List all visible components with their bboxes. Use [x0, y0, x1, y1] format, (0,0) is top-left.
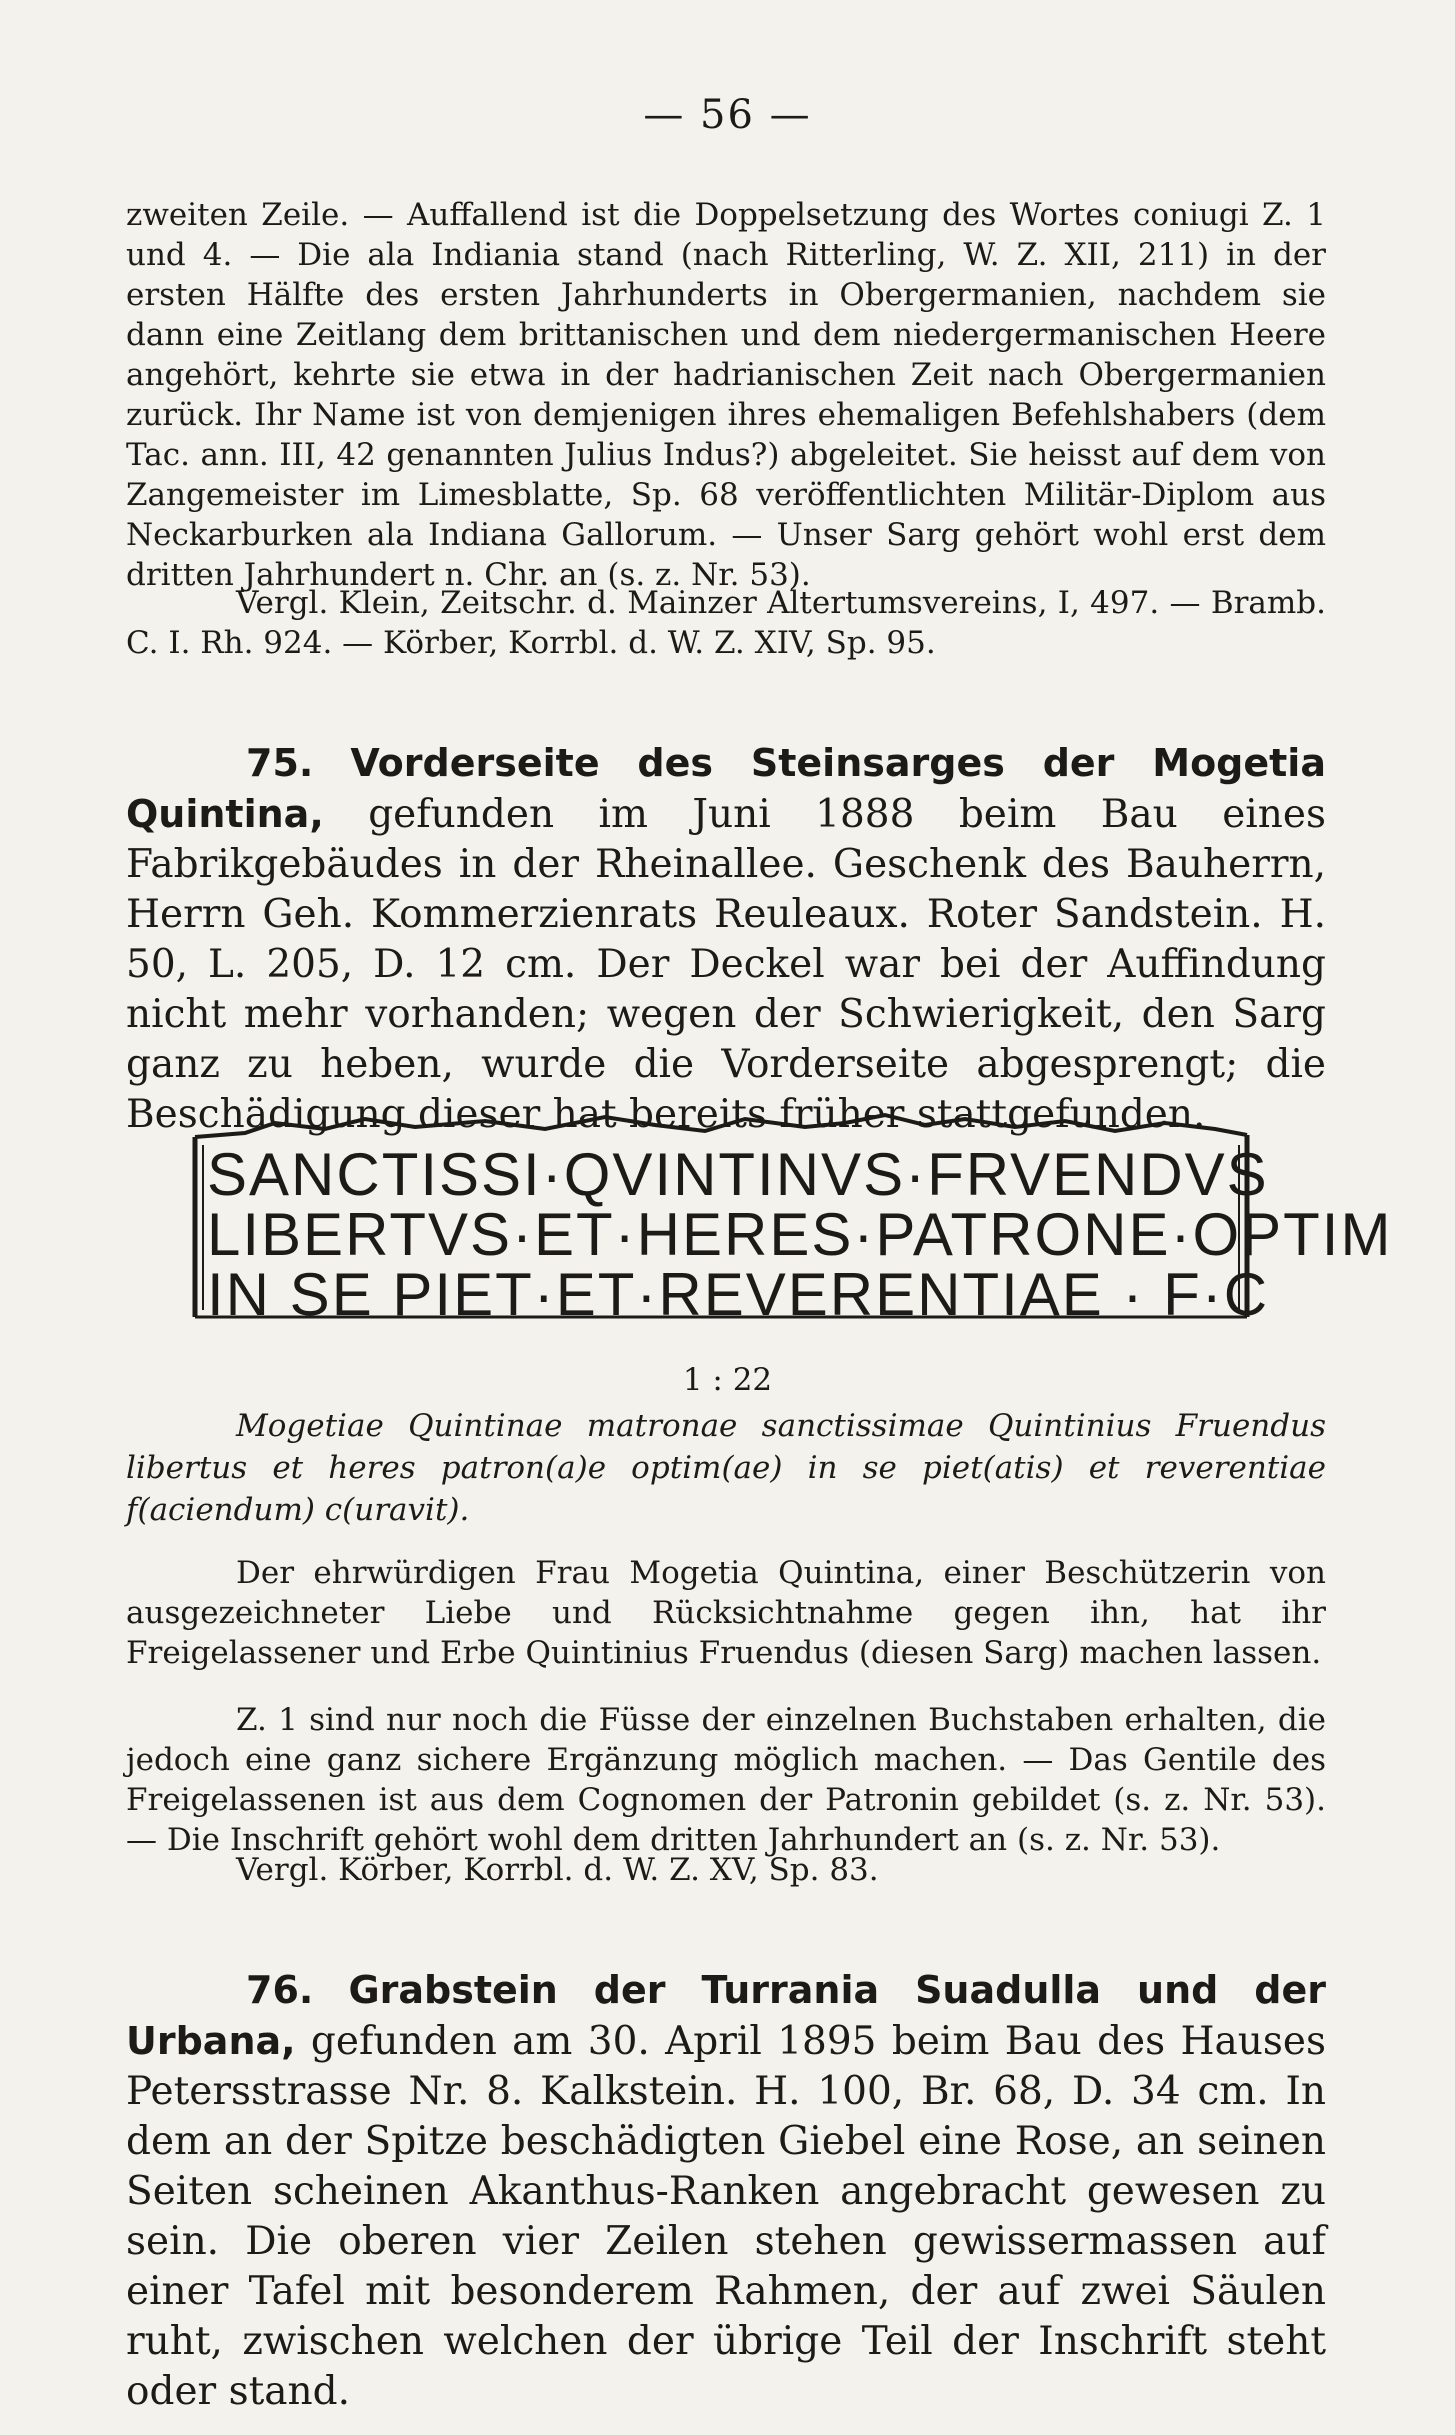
inscription-drawing — [185, 1105, 1393, 1328]
intro-references: Vergl. Klein, Zeitschr. d. Mainzer Altertumsvereins, I, 497. — Bramb. C. I. Rh. 924. — Körber, Korrbl. d. W. Z. XIV, Sp. 95. — [126, 585, 1326, 661]
commentary: Z. 1 sind nur noch die Füsse der einzelnen Buchstaben erhalten, die jedoch eine ganz sichere Ergänzung möglich machen. — Das Gentile des Freigelassenen ist aus dem Cognomen der Patronin gebildet (s. z. Nr. 53). — Die Inschrift gehört wohl dem dritten Jahrhundert an (s. z. Nr. 53). — [126, 1702, 1326, 1858]
inscription-line-3: IN SE PIET·ET·REVERENTIAE · F·C — [207, 1261, 1270, 1328]
entry-75-references: Vergl. Körber, Korrbl. d. W. Z. XV, Sp. 83. — [236, 1852, 879, 1888]
translation-block — [126, 1553, 1326, 1673]
entry-75-text: gefunden im Juni 1888 beim Bau eines Fabrikgebäudes in der Rheinallee. Geschenk des Bauherrn, Herrn Geh. Kommerzienrats Reuleaux. Roter Sandstein. H. 50, L. 205, D. 12 cm. Der Deckel war bei der Auffindung nicht mehr vorhanden; wegen der Schwierigkeit, den Sarg ganz zu heben, wurde die Vorderseite abgesprengt; die Beschädigung dieser hat bereits früher stattgefunden. — [126, 792, 1326, 1137]
latin-reading-block — [126, 1405, 1326, 1531]
intro-paragraph-block — [126, 195, 1326, 595]
translation: Der ehrwürdigen Frau Mogetia Quintina, einer Beschützerin von ausgezeichneter Liebe und Rücksichtnahme gegen ihn, hat ihr Freigelassener und Erbe Quintinius Fruendus (diesen Sarg) machen lassen. — [126, 1555, 1326, 1671]
entry-75-title: Vorderseite des Steinsarges der Mogetia Quintina, — [126, 741, 1326, 836]
inscription-lines — [207, 1141, 1393, 1328]
intro-refs-block — [126, 583, 1326, 663]
entry-76 — [126, 1965, 1326, 2417]
entry-76-text: gefunden am 30. April 1895 beim Bau des Hauses Petersstrasse Nr. 8. Kalkstein. H. 100, Br. 68, D. 34 cm. In dem an der Spitze beschädigten Giebel eine Rose, an seinen Seiten scheinen Akanthus-Ranken angebracht gewesen zu sein. Die oberen vier Zeilen stehen gewissermassen auf einer Tafel mit besonderem Rahmen, der auf zwei Säulen ruht, zwischen welchen der übrige Teil der Inschrift steht oder stand. — [126, 2019, 1326, 2414]
inscription-scale: 1 : 22 — [682, 1362, 773, 1398]
inscription-line-1: SANCTISSI·QVINTINVS·FRVENDVS — [207, 1141, 1269, 1208]
page-number: — 56 — — [643, 92, 812, 138]
entry-75 — [126, 738, 1326, 1140]
inscription-line-2: LIBERTVS·ET·HERES·PATRONE·OPTIM — [207, 1201, 1393, 1268]
entry-76-number: 76. — [246, 1968, 314, 2012]
entry-75-number: 75. — [246, 741, 314, 785]
entry-75-refs-block — [126, 1850, 1326, 1890]
commentary-block — [126, 1700, 1326, 1860]
intro-paragraph: zweiten Zeile. — Auffallend ist die Doppelsetzung des Wortes coniugi Z. 1 und 4. — Die ala Indiania stand (nach Ritterling, W. Z. XII, 211) in der ersten Hälfte des ersten Jahrhunderts in Obergermanien, nachdem sie dann eine Zeitlang dem brittanischen und dem niedergermanischen Heere angehört, kehrte sie etwa in der hadrianischen Zeit nach Obergermanien zurück. Ihr Name ist von demjenigen ihres ehemaligen Befehlshabers (dem Tac. ann. III, 42 genannten Julius Indus?) abgeleitet. Sie heisst auf dem von Zangemeister im Limesblatte, Sp. 68 veröffentlichten Militär-Diplom aus Neckarburken ala Indiana Gallorum. — Unser Sarg gehört wohl erst dem dritten Jahrhundert n. Chr. an (s. z. Nr. 53). — [126, 197, 1326, 593]
entry-76-title: Grabstein der Turrania Suadulla und der Urbana, — [126, 1968, 1326, 2063]
latin-reading: Mogetiae Quintinae matronae sanctissimae Quintinius Fruendus libertus et heres patron(a)e optim(ae) in se piet(atis) et reverentiae f(aciendum) c(uravit). — [126, 1408, 1326, 1528]
